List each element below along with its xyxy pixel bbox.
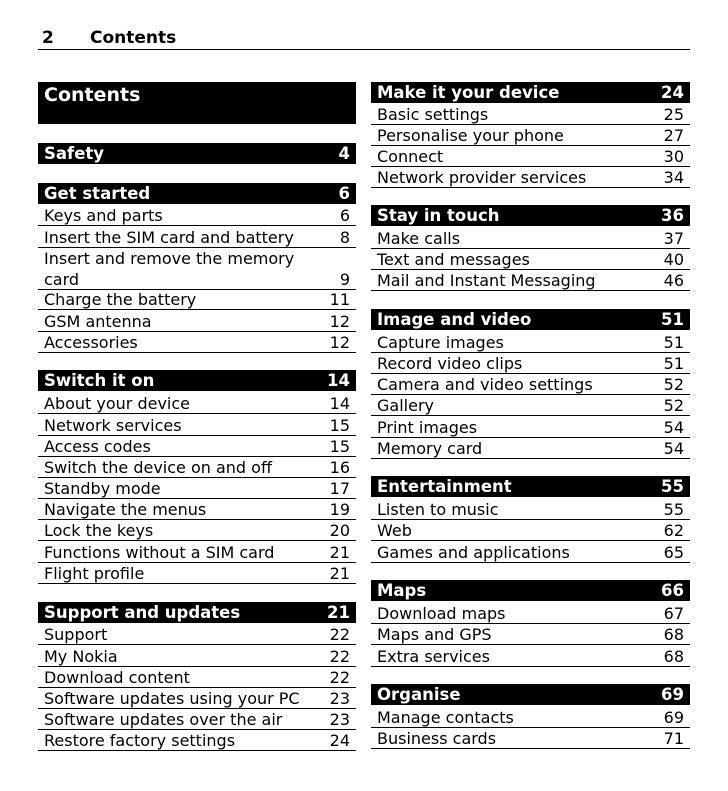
toc-section-title: Maps <box>377 581 427 600</box>
toc-entry-page: 21 <box>329 543 350 562</box>
toc-entry[interactable] <box>371 499 690 520</box>
toc-entry-title: Charge the battery <box>44 290 197 309</box>
toc-entry-title: Make calls <box>377 229 461 248</box>
toc-entry-page: 46 <box>663 271 684 290</box>
toc-entry-page: 21 <box>329 564 350 583</box>
toc-entry-page: 23 <box>329 689 350 708</box>
toc-entry-title: Network services <box>44 416 182 435</box>
toc-section-get-started[interactable] <box>38 183 356 204</box>
toc-entry-page: 22 <box>329 668 350 687</box>
toc-entry-page: 51 <box>663 354 684 373</box>
toc-entry[interactable] <box>38 520 356 541</box>
toc-entry-title: Record video clips <box>377 354 523 373</box>
toc-section-page: 21 <box>327 603 350 622</box>
toc-entry-page: 6 <box>339 206 350 225</box>
toc-entry[interactable] <box>371 374 690 395</box>
toc-section-page: 69 <box>661 685 684 704</box>
toc-entry-page: 12 <box>329 333 350 352</box>
toc-entry-page: 67 <box>663 604 684 623</box>
toc-entry-page: 54 <box>663 439 684 458</box>
toc-entry[interactable] <box>371 146 690 167</box>
toc-section-page: 36 <box>661 206 684 225</box>
toc-entry-title: Insert the SIM card and battery <box>44 228 294 247</box>
toc-entry-page: 68 <box>663 625 684 644</box>
toc-entry-page: 20 <box>329 521 350 540</box>
toc-entry[interactable] <box>38 542 356 563</box>
toc-entry[interactable] <box>371 249 690 270</box>
toc-entry-page: 16 <box>329 458 350 477</box>
toc-entry-page: 24 <box>329 731 350 750</box>
toc-entry[interactable] <box>38 289 356 310</box>
toc-entry-title: Standby mode <box>44 479 161 498</box>
toc-entry[interactable] <box>371 707 690 728</box>
toc-section-title: Organise <box>377 685 461 704</box>
toc-entry[interactable] <box>371 728 690 749</box>
toc-entry-title: Business cards <box>377 729 497 748</box>
toc-entry[interactable] <box>371 542 690 563</box>
toc-entry[interactable] <box>371 167 690 188</box>
toc-entry-title: Mail and Instant Messaging <box>377 271 596 290</box>
toc-section-page: 4 <box>338 144 350 163</box>
toc-entry-page: 14 <box>329 394 350 413</box>
toc-entry-title: Functions without a SIM card <box>44 543 275 562</box>
toc-entry-page: 52 <box>663 375 684 394</box>
toc-entry[interactable] <box>371 104 690 125</box>
contents-title-block <box>38 82 356 124</box>
toc-entry-title: Support <box>44 625 108 644</box>
toc-entry[interactable] <box>38 457 356 478</box>
toc-entry[interactable] <box>38 478 356 499</box>
toc-section-stay-in-touch[interactable] <box>371 205 690 226</box>
toc-entry[interactable] <box>38 709 356 730</box>
toc-section-page: 51 <box>661 310 684 329</box>
toc-entry[interactable] <box>371 228 690 249</box>
toc-entry[interactable] <box>38 667 356 688</box>
toc-entry-title: Insert and remove the memory card <box>44 249 295 289</box>
toc-section-title: Stay in touch <box>377 206 500 225</box>
toc-entry-title: Download maps <box>377 604 506 623</box>
toc-section-page: 55 <box>661 477 684 496</box>
toc-entry[interactable] <box>371 624 690 645</box>
toc-entry-title: Text and messages <box>377 250 530 269</box>
toc-entry-title: Software updates over the air <box>44 710 283 729</box>
toc-section-title: Safety <box>44 144 105 163</box>
toc-entry[interactable] <box>38 730 356 751</box>
toc-entry-page: 23 <box>329 710 350 729</box>
toc-entry-title: Restore factory settings <box>44 731 236 750</box>
toc-entry-title: Personalise your phone <box>377 126 564 145</box>
header-title: Contents <box>90 28 177 48</box>
toc-entry-page: 30 <box>663 147 684 166</box>
toc-entry-page: 55 <box>663 500 684 519</box>
toc-entry-page: 68 <box>663 647 684 666</box>
toc-entry-title: Lock the keys <box>44 521 154 540</box>
contents-title: Contents <box>44 84 141 106</box>
toc-section-title: Get started <box>44 184 151 203</box>
toc-entry[interactable] <box>371 603 690 624</box>
toc-section-switch-it-on[interactable] <box>38 370 356 391</box>
toc-section-support[interactable] <box>38 602 356 623</box>
toc-entry-title: Network provider services <box>377 168 587 187</box>
toc-entry-page: 37 <box>663 229 684 248</box>
toc-section-page: 66 <box>661 581 684 600</box>
toc-entry-title: Switch the device on and off <box>44 458 272 477</box>
toc-section-title: Make it your device <box>377 83 560 102</box>
toc-entry-title: Web <box>377 521 412 540</box>
page-header <box>38 27 690 50</box>
toc-section-image-and-video[interactable] <box>371 309 690 330</box>
toc-section-page: 6 <box>338 184 350 203</box>
toc-entry-title: Gallery <box>377 396 434 415</box>
toc-entry-page: 15 <box>329 416 350 435</box>
toc-entry-title: Navigate the menus <box>44 500 207 519</box>
toc-entry-page: 40 <box>663 250 684 269</box>
toc-section-page: 24 <box>661 83 684 102</box>
toc-entry[interactable] <box>38 646 356 667</box>
toc-section-title: Switch it on <box>44 371 155 390</box>
toc-entry[interactable] <box>38 332 356 353</box>
toc-entry-title: About your device <box>44 394 191 413</box>
toc-entry[interactable] <box>38 311 356 332</box>
toc-entry-title: Connect <box>377 147 444 166</box>
toc-entry-title: Print images <box>377 418 478 437</box>
toc-entry-title: Camera and video settings <box>377 375 593 394</box>
toc-entry-title: Software updates using your PC <box>44 689 300 708</box>
toc-entry-page: 22 <box>329 647 350 666</box>
toc-entry-page: 62 <box>663 521 684 540</box>
toc-entry-page: 71 <box>663 729 684 748</box>
toc-entry-page: 11 <box>329 290 350 309</box>
toc-entry[interactable] <box>38 563 356 584</box>
toc-entry-title: Listen to music <box>377 500 499 519</box>
toc-entry-title: My Nokia <box>44 647 118 666</box>
toc-entry-page: 51 <box>663 333 684 352</box>
toc-entry[interactable] <box>371 646 690 667</box>
toc-entry-page: 54 <box>663 418 684 437</box>
toc-entry-title: Download content <box>44 668 190 687</box>
toc-entry-page: 9 <box>339 270 350 289</box>
toc-entry[interactable] <box>38 248 356 290</box>
toc-entry-title: Manage contacts <box>377 708 514 727</box>
page-number: 2 <box>42 28 54 48</box>
toc-entry[interactable] <box>371 395 690 416</box>
toc-entry[interactable] <box>371 438 690 459</box>
toc-entry[interactable] <box>371 353 690 374</box>
toc-entry-page: 15 <box>329 437 350 456</box>
toc-entry-page: 12 <box>329 312 350 331</box>
toc-entry-title: Capture images <box>377 333 504 352</box>
toc-entry[interactable] <box>371 332 690 353</box>
toc-entry-page: 19 <box>329 500 350 519</box>
toc-entry-title: Basic settings <box>377 105 489 124</box>
toc-entry-page: 22 <box>329 625 350 644</box>
toc-section-entertainment[interactable] <box>371 476 690 497</box>
toc-entry-page: 25 <box>663 105 684 124</box>
toc-entry[interactable] <box>38 415 356 436</box>
toc-section-organise[interactable] <box>371 684 690 705</box>
toc-entry[interactable] <box>38 436 356 457</box>
toc-entry[interactable] <box>38 624 356 645</box>
toc-entry-page: 27 <box>663 126 684 145</box>
toc-entry-title: Maps and GPS <box>377 625 492 644</box>
toc-entry-page: 17 <box>329 479 350 498</box>
toc-entry-title: GSM antenna <box>44 312 152 331</box>
toc-section-page: 14 <box>327 371 350 390</box>
toc-entry[interactable] <box>38 205 356 226</box>
toc-entry-title: Games and applications <box>377 543 570 562</box>
toc-entry-title: Extra services <box>377 647 490 666</box>
toc-section-title: Entertainment <box>377 477 512 496</box>
toc-entry[interactable] <box>371 417 690 438</box>
toc-entry-title: Flight profile <box>44 564 145 583</box>
toc-entry-page: 52 <box>663 396 684 415</box>
toc-section-maps[interactable] <box>371 580 690 601</box>
toc-entry-page: 65 <box>663 543 684 562</box>
toc-section-title: Image and video <box>377 310 532 329</box>
toc-entry-title: Keys and parts <box>44 206 163 225</box>
toc-entry-title: Accessories <box>44 333 138 352</box>
toc-entry-title: Memory card <box>377 439 483 458</box>
toc-section-title: Support and updates <box>44 603 241 622</box>
toc-entry-page: 34 <box>663 168 684 187</box>
toc-entry-page: 8 <box>339 228 350 247</box>
toc-entry[interactable] <box>38 688 356 709</box>
toc-section-make-it-your-device[interactable] <box>371 82 690 103</box>
toc-section-safety[interactable] <box>38 143 356 164</box>
toc-entry[interactable] <box>38 499 356 520</box>
toc-entry[interactable] <box>371 125 690 146</box>
toc-entry-title: Access codes <box>44 437 151 456</box>
toc-entry[interactable] <box>371 270 690 291</box>
toc-entry-page: 69 <box>663 708 684 727</box>
toc-entry[interactable] <box>38 227 356 248</box>
toc-entry[interactable] <box>38 393 356 414</box>
toc-entry[interactable] <box>371 520 690 541</box>
